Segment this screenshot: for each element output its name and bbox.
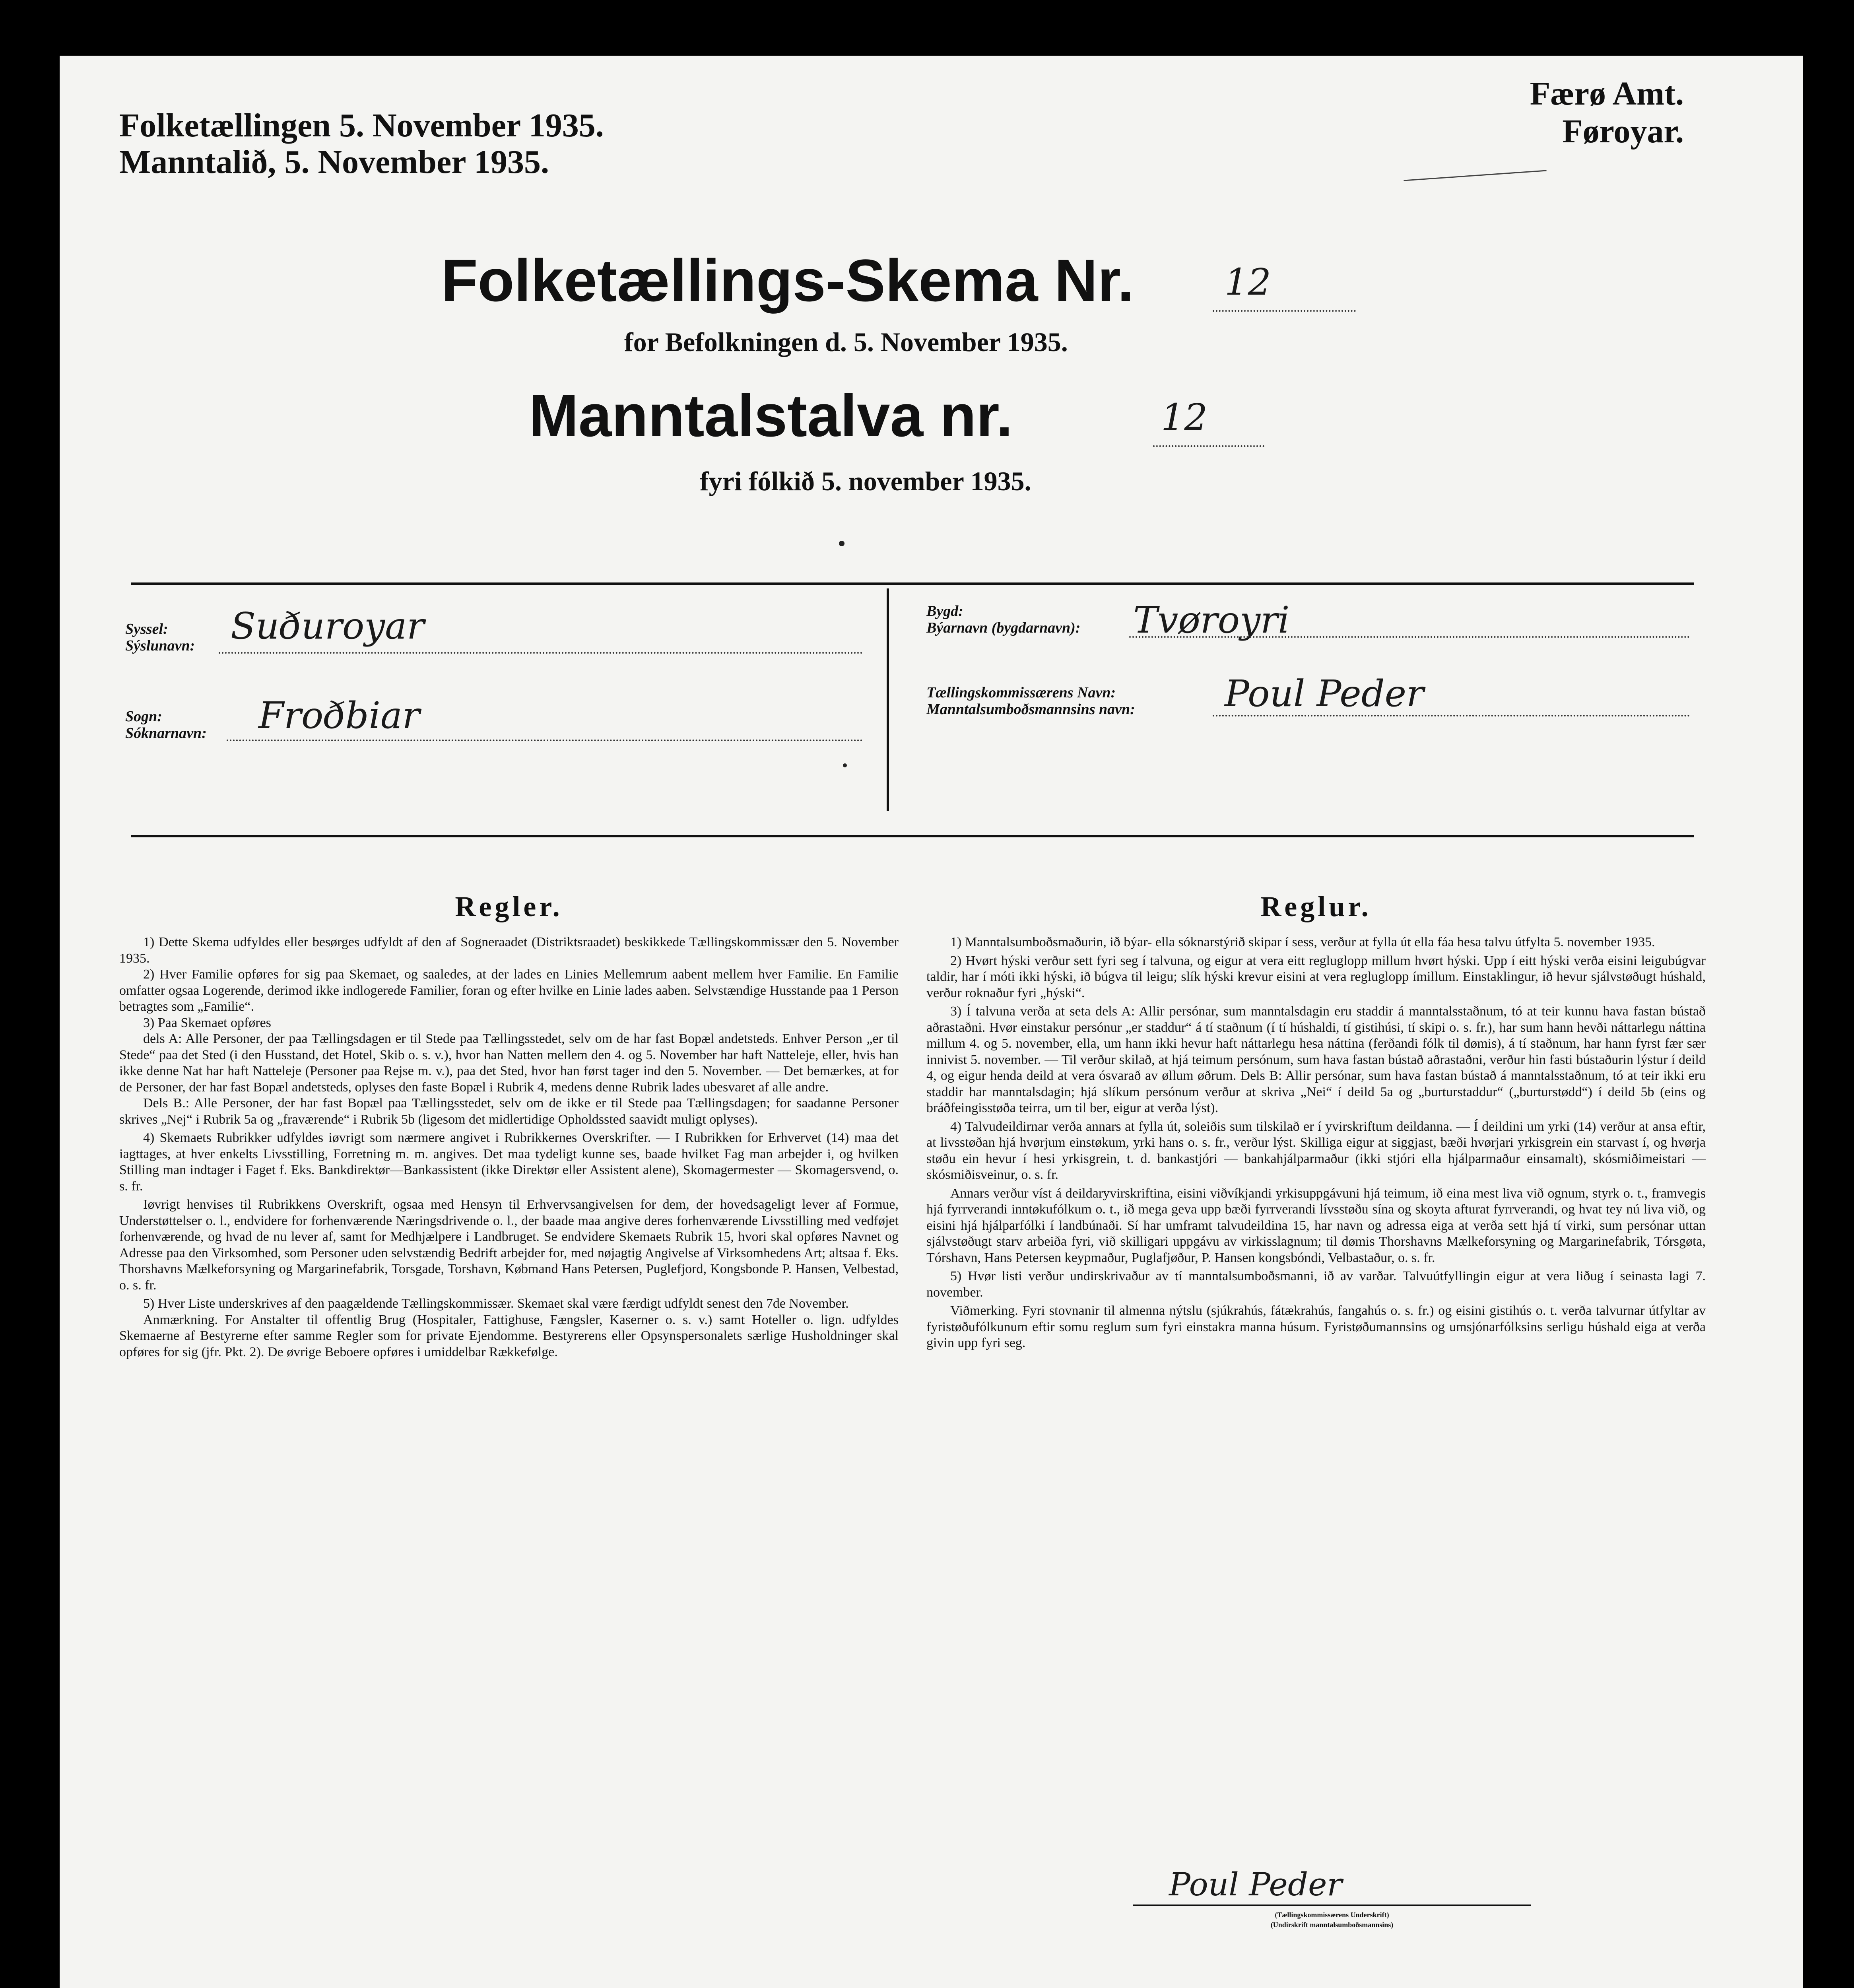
kommissaer-value[interactable]: Poul Peder: [1225, 672, 1424, 715]
bygd-label: Bygd:: [926, 603, 963, 619]
reglur-p4: 4) Talvudeildirnar verða annars at fylla út, soleiðis sum tilskilað er í yvirskriftum deildanna. — Í deildini um yrki (14) verður at ansa eftir, at livsstøðan hjá hvørjum einstøkum, yrki hans o. s. fr., verður lýst. Skilliga eigur at siggjast, bæði hvørjari yrkisgrein ein starvast í, og hvørja støðu ein hevur í hesi yrkisgrein, t. d. bankastjóri — bankahjálparmaður (ikki stjóri ella hjálparmaður einsamalt), skósmiðimeistari — skósmiðisveinur, o. s. fr.: [926, 1119, 1706, 1182]
syssel-dotline: [219, 652, 863, 654]
sogn-dotline: [227, 740, 863, 741]
mark-dot-2: [843, 763, 847, 767]
rule-top: [131, 582, 1694, 585]
regler-p3b: Dels B.: Alle Personer, der har fast Bopæl paa Tællingsstedet, selv om de ikke er til Stede paa Tællingsdagen; for saadanne Personer skrives „Nej“ i Rubrik 5a og „fraværende“ i Rubrik 5b (ligesom det midlertidige Opholdssted saavidt muligt oplyses).: [119, 1096, 899, 1127]
reglur-title: Reglur.: [1260, 891, 1372, 922]
header-left-line1: Folketællingen 5. November 1935.: [119, 107, 604, 144]
title-skema-number: 12: [1225, 261, 1272, 303]
syssel-value[interactable]: Suðuroyar: [231, 605, 425, 647]
sogn-value[interactable]: Froðbiar: [258, 694, 420, 737]
header-scribble: [1404, 170, 1546, 181]
header-right-line1: Færø Amt.: [1530, 75, 1684, 112]
header-left-line2: Manntalið, 5. November 1935.: [119, 144, 549, 181]
title2-number-dotline: [1153, 445, 1264, 447]
regler-p6: Anmærkning. For Anstalter til offentlig Brug (Hospitaler, Fattighuse, Fængsler, Kaserner o. s. v.) samt Hoteller o. lign. udfyldes Skemaerne af Bestyrerne efter samme Regler som for private Ejendomme. Bestyrerens eller Opsynspersonalets særlige Husholdninger skal opføres for sig (jfr. Pkt. 2). De øvrige Beboere opføres i umiddelbar Rækkefølge.: [119, 1312, 899, 1359]
regler-p3a: dels A: Alle Personer, der paa Tællingsdagen er til Stede paa Tællingsstedet, selv om de har fast Bopæl andetsteds. Enhver Person „er til Stede“ paa det Sted (i den Husstand, det Hotel, Skib o. s. v.), hvor han Natten mellem den 4. og 5. November har haft Natteleje, eller, hvis han ikke denne Nat har haft Natteleje (Personer paa Rejse m. v.), paa det Sted, hvor han først tager ind den 5. November. — Det bemærkes, at for de Personer, der har fast Bopæl andetsteds, oplyses den faste Bopæl i Rubrik 4, medens denne Rubrik lades ubesvaret af alle andre.: [119, 1031, 899, 1095]
reglur-p3: 3) Í talvuna verða at seta dels A: Allir persónar, sum manntalsdagin eru staddir á manntalsstaðnum, tó at teir kunnu hava fastan bústað aðrastaðni. Hvør einstakur persónur „er staddur“ á tí staðnum (í tí húshaldi, tí gistihúsi, tí skipi o. s. fr.), har sum hann hevði náttarlegu náttina millum 4. og 5. november, ella, um hann ikki hevur haft náttarlegu hesa náttina (ferðandi fólk til dømis), á tí staðnum, har hann fyrst fær sær innivist 5. november. — Til verður skilað, at hjá teimum persónum, sum hava fastan bústað aðrastaðni, verður hin fasti bústaðurin lýstur í deild 4, og eigur henda deild at vera ósvarað av øllum øðrum. Dels B: Allir persónar, sum hava fastan bústað á manntalsstaðnum, tó at teir ikki eru staddir har manntalsdagin; hjá slíkum persónum verður at skriva „Nei“ í deild 5a og „burturstaddur“ („burturstødd“) í deild 5b (eins og bráðfeingisstøða teirra, um til ber, eigur at verða lýst).: [926, 1004, 1706, 1115]
title-sub-faroese: fyri fólkið 5. november 1935.: [700, 466, 1031, 496]
kommissaer-dotline: [1213, 715, 1690, 716]
syslunavn-label: Sýslunavn:: [125, 637, 195, 654]
soknarnavn-label: Sóknarnavn:: [125, 725, 207, 742]
umbodsmadur-label: Manntalsumboðsmannsins navn:: [926, 701, 1135, 718]
bygd-value[interactable]: Tvøroyri: [1133, 599, 1290, 641]
regler-p2: 2) Hver Familie opføres for sig paa Skemaet, og saaledes, at der lades en Linies Mellemrum aabent mellem hver Familie. En Familie omfatter ogsaa Logerende, derimod ikke indlogerede Familier, foran og efter hvilke en Linie lades aaben. Selvstændige Husstande paa 1 Person betragtes som „Familie“.: [119, 967, 899, 1014]
reglur-p1: 1) Manntalsumboðsmaðurin, ið býar- ella sóknarstýrið skipar í sess, verður at fylla út ella fáa hesa talvu útfylta 5. november 1935.: [950, 935, 1655, 949]
rule-divider: [887, 588, 889, 811]
regler-p4: 4) Skemaets Rubrikker udfyldes iøvrigt som nærmere angivet i Rubrikkernes Overskrifter. — I Rubrikken for Erhvervet (14) maa det iagttages, at hver enkelts Livsstilling, Forretning m. m. angives. Det maa tydeligt kunne ses, baade hvilket Fag man arbejder i, og hvilken Stilling man indtager i Faget f. Eks. Bankdirektør—Bankassistent (ikke Direktør eller Assistent alene), Skomagermester — Skomagersvend, o. s. fr.: [119, 1130, 899, 1194]
kommissaer-label: Tællingskommissærens Navn:: [926, 684, 1116, 701]
title-number-dotline: [1213, 310, 1356, 312]
signature-line: [1133, 1905, 1531, 1906]
sogn-label: Sogn:: [125, 708, 162, 725]
title-sub-danish: for Befolkningen d. 5. November 1935.: [624, 327, 1068, 357]
reglur-column: [926, 934, 1706, 1351]
regler-p3: 3) Paa Skemaet opføres: [143, 1015, 271, 1030]
regler-p1: 1) Dette Skema udfyldes eller besørges udfyldt af den af Sogneraadet (Distriktsraadet) beskikkede Tællingskommissær den 5. November 1935.: [119, 935, 899, 966]
regler-column: [119, 934, 899, 1360]
title-manntal: Manntalstalva nr.: [529, 382, 1013, 449]
reglur-p4b: Annars verður víst á deildaryvirskriftina, eisini viðvíkjandi yrkisuppgávuni hjá teimum, ið eina mest liva við ognum, styrk o. t., framvegis hjá fyrrverandi inntøkufólkum o. t., ið mega geva upp bæði fyrrverandi lívsstøðu sína og skoyta afturat fyrrverandi, og hvat tey nú liva við, og eisini hjá hjálparfólki í landbúnaði. Sí har umframt talvudeildina 15, har navn og adressa eiga at verða sett hjá tí virki, sum persónar uttan sjálvstøðugt starv arbeiða fyri, við skilligari uppgávu av virkisslagnum; til dømis Thorshavns Mælkeforsyning og Margarinefabrik, Tórsgøta, Tórshavn, Hans Petersen keypmaður, Puglafjøður, P. Hansen kongsbóndi, Velbastaður, o. s. fr.: [926, 1186, 1706, 1265]
reglur-p6: Viðmerking. Fyri stovnanir til almenna nýtslu (sjúkrahús, fátækrahús, fangahús o. s. fr.) og eisini gistihús o. t. verða talvurnar útfyltar av fyristøðufólkunum eftir somu reglum sum fyri einstakra manna húsum. Fyristøðumannsins og umsjónarfólksins serligu húshald eiga at verða givin upp fyri seg.: [926, 1303, 1706, 1350]
reglur-p2: 2) Hvørt hýski verður sett fyri seg í talvuna, og eigur at vera eitt regluglopp millum hvørt hýski. Upp í eitt hýski verða eisini leigubúgvar taldir, har í móti ikki hýski, ið búgva til leigu; slík hýski krevur eisini at vera regluglopp ímillum. Einstaklingur, ið hevur sjálvstøðugt húshald, verður roknaður fyri „hýski“.: [926, 953, 1706, 1000]
rule-bottom: [131, 835, 1694, 837]
bygd-dotline: [1129, 636, 1690, 638]
regler-title: Regler.: [455, 891, 563, 922]
mark-dot: [839, 541, 844, 546]
signature-caption-1: (Tællingskommissærens Underskrift): [1275, 1911, 1389, 1919]
regler-p5: 5) Hver Liste underskrives af den paagældende Tællingskommissær. Skemaet skal være færdigt udfyldt senest den 7de November.: [143, 1296, 849, 1311]
regler-p4b: Iøvrigt henvises til Rubrikkens Overskrift, ogsaa med Hensyn til Erhvervsangivelsen for dem, der hovedsageligt lever af Formue, Understøttelser o. l., endvidere for forhenværende Næringsdrivende o. l., der baade maa angive deres forhenværende Livsstilling med vedføjet forhenværende, og hvad de nu lever af, samt for Medhjælpere i Landbruget. Se endvidere Skemaets Rubrik 15, hvori skal opføres Navnet og Adresse paa den Virksomhed, som Personer uden selvstændig Bedrift arbejder for, med nøjagtig Angivelse af Virksomhedens Art; altsaa f. Eks. Thorshavns Mælkeforsyning og Margarinefabrik, Torsgade, Torshavn, Købmand Hans Petersen, Puglefjord, Kongsbonde P. Hansen, Velbestad, o. s. fr.: [119, 1197, 899, 1293]
byarnavn-label: Býarnavn (bygdarnavn):: [926, 619, 1081, 636]
reglur-p5: 5) Hvør listi verður undirskrivaður av tí manntalsumboðsmanni, ið av varðar. Talvuútfyllingin eigur at vera liðug í seinasta lagi 7. november.: [926, 1269, 1706, 1300]
census-form-sheet: [60, 56, 1803, 1988]
syssel-label: Syssel:: [125, 621, 168, 637]
header-right-line2: Føroyar.: [1562, 113, 1684, 150]
signature-handwriting: Poul Peder: [1169, 1866, 1342, 1903]
title-skema: Folketællings-Skema Nr.: [441, 247, 1134, 314]
signature-caption-2: (Undirskrift manntalsumboðsmannsins): [1270, 1921, 1394, 1929]
title-manntal-number: 12: [1161, 396, 1208, 439]
